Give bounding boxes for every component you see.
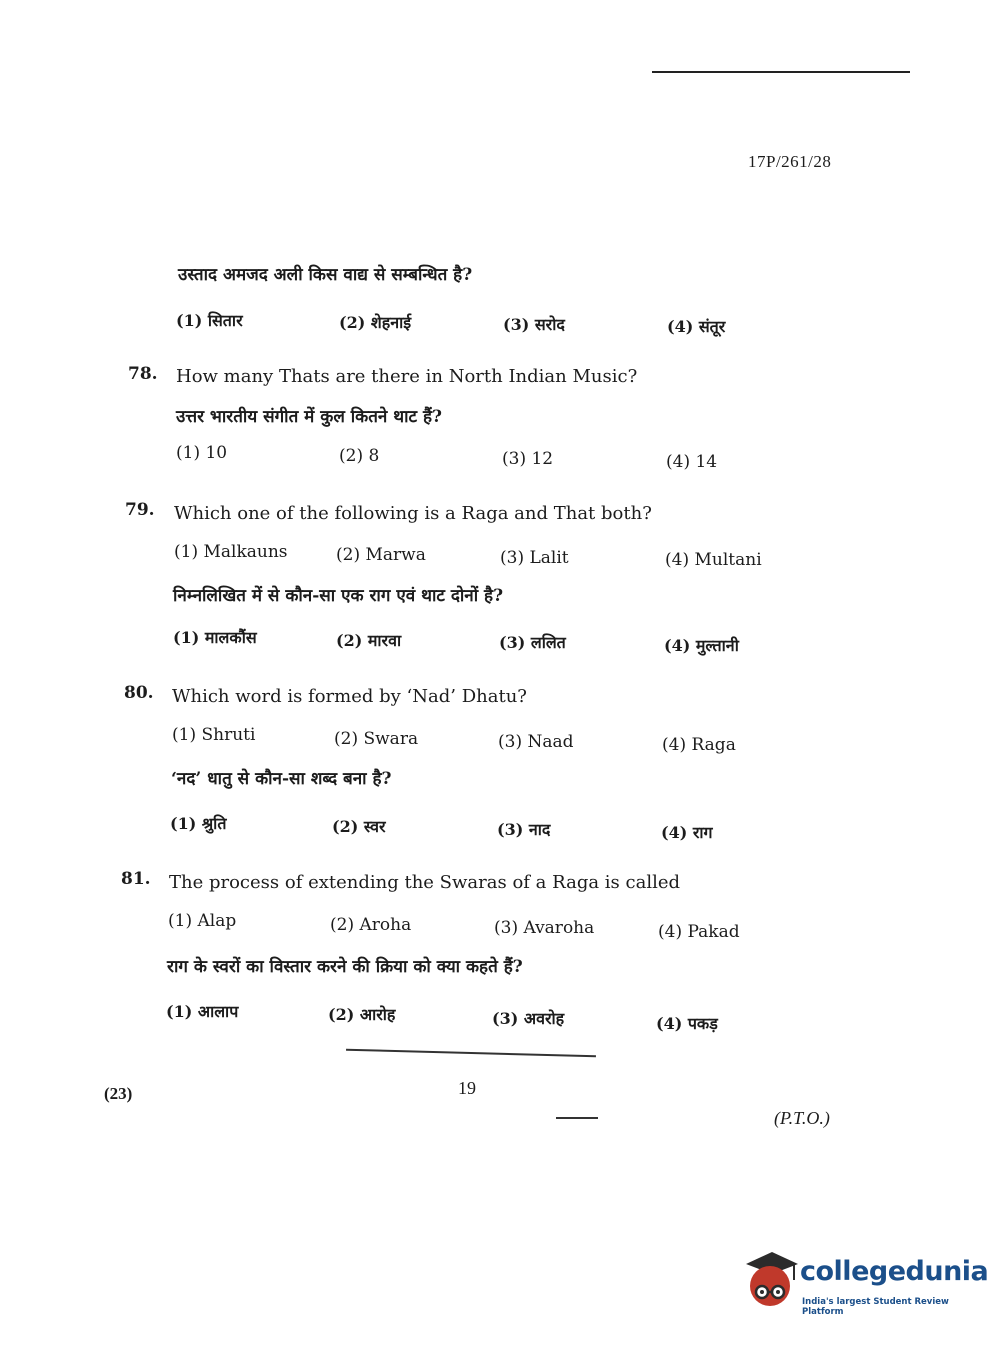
q81-option-4-en: (4) Pakad [658, 922, 740, 942]
question-81-text-en: The process of extending the Swaras of a Raga is called [169, 872, 681, 893]
q80-option-1-en: (1) Shruti [172, 725, 256, 745]
q79-option-3-hi: (3) ललित [499, 633, 566, 652]
q79-option-2-en: (2) Marwa [336, 545, 426, 565]
logo-brand-name: collegedunia [800, 1256, 989, 1287]
q81-option-1-hi: (1) आलाप [166, 1002, 239, 1021]
q81-option-2-en: (2) Aroha [330, 915, 412, 935]
q80-option-4-hi: (4) राग [661, 823, 713, 842]
q80-option-3-hi: (3) नाद [497, 820, 551, 839]
q77-option-4-hi: (4) संतूर [667, 317, 726, 336]
q77-option-3-hi: (3) सरोद [503, 315, 565, 334]
q80-option-2-en: (2) Swara [334, 729, 419, 749]
q80-option-1-hi: (1) श्रुति [170, 814, 227, 833]
q80-option-3-en: (3) Naad [498, 732, 574, 752]
mascot-icon [742, 1250, 800, 1314]
q78-option-2: (2) 8 [339, 446, 380, 466]
collegedunia-logo [742, 1250, 989, 1317]
top-rule [652, 71, 910, 73]
question-81-text-hi: राग के स्वरों का विस्तार करने की क्रिया को क्या कहते हैं? [167, 957, 523, 977]
q81-option-4-hi: (4) पकड़ [656, 1014, 718, 1033]
q77-option-1-hi: (1) सितार [176, 311, 243, 330]
end-rule [346, 1049, 596, 1058]
question-78-number: 78. [128, 364, 158, 384]
question-78-text-en: How many Thats are there in North Indian Music? [176, 366, 638, 387]
q78-option-4: (4) 14 [666, 452, 718, 472]
question-77-text-hi: उस्ताद अमजद अली किस वाद्य से सम्बन्धित है? [178, 265, 473, 285]
question-80-number: 80. [124, 683, 154, 703]
question-80-text-hi: ‘नद’ धातु से कौन-सा शब्द बना है? [171, 769, 392, 789]
page-number: 19 [458, 1078, 476, 1098]
q79-option-4-hi: (4) मुल्तानी [664, 636, 739, 655]
q81-option-3-en: (3) Avaroha [494, 918, 595, 938]
q79-option-1-en: (1) Malkauns [174, 542, 288, 562]
q81-option-2-hi: (2) आरोह [328, 1005, 396, 1024]
pto-label: (P.T.O.) [774, 1108, 830, 1128]
q80-option-2-hi: (2) स्वर [332, 817, 386, 836]
question-78-text-hi: उत्तर भारतीय संगीत में कुल कितने थाट हैं? [176, 407, 443, 427]
footer-dash [556, 1117, 598, 1119]
question-80-text-en: Which word is formed by ‘Nad’ Dhatu? [172, 686, 527, 707]
question-81-number: 81. [121, 869, 151, 889]
q79-option-4-en: (4) Multani [665, 550, 762, 570]
q79-option-2-hi: (2) मारवा [336, 631, 402, 650]
q78-option-1: (1) 10 [176, 443, 228, 463]
question-79-text-hi: निम्नलिखित में से कौन-सा एक राग एवं थाट दोनों है? [173, 586, 504, 606]
logo-tagline: India's largest Student Review Platform [802, 1297, 949, 1317]
q81-option-3-hi: (3) अवरोह [492, 1009, 565, 1028]
paper-code: 17P/261/28 [748, 152, 832, 171]
q79-option-1-hi: (1) मालकौंस [173, 628, 257, 647]
q79-option-3-en: (3) Lalit [500, 548, 569, 568]
q80-option-4-en: (4) Raga [662, 735, 736, 755]
booklet-number: (23) [104, 1084, 133, 1103]
q78-option-3: (3) 12 [502, 449, 554, 469]
q77-option-2-hi: (2) शेहनाई [339, 313, 412, 332]
q81-option-1-en: (1) Alap [168, 911, 237, 931]
question-79-number: 79. [125, 500, 155, 520]
question-79-text-en: Which one of the following is a Raga and That both? [174, 503, 652, 524]
